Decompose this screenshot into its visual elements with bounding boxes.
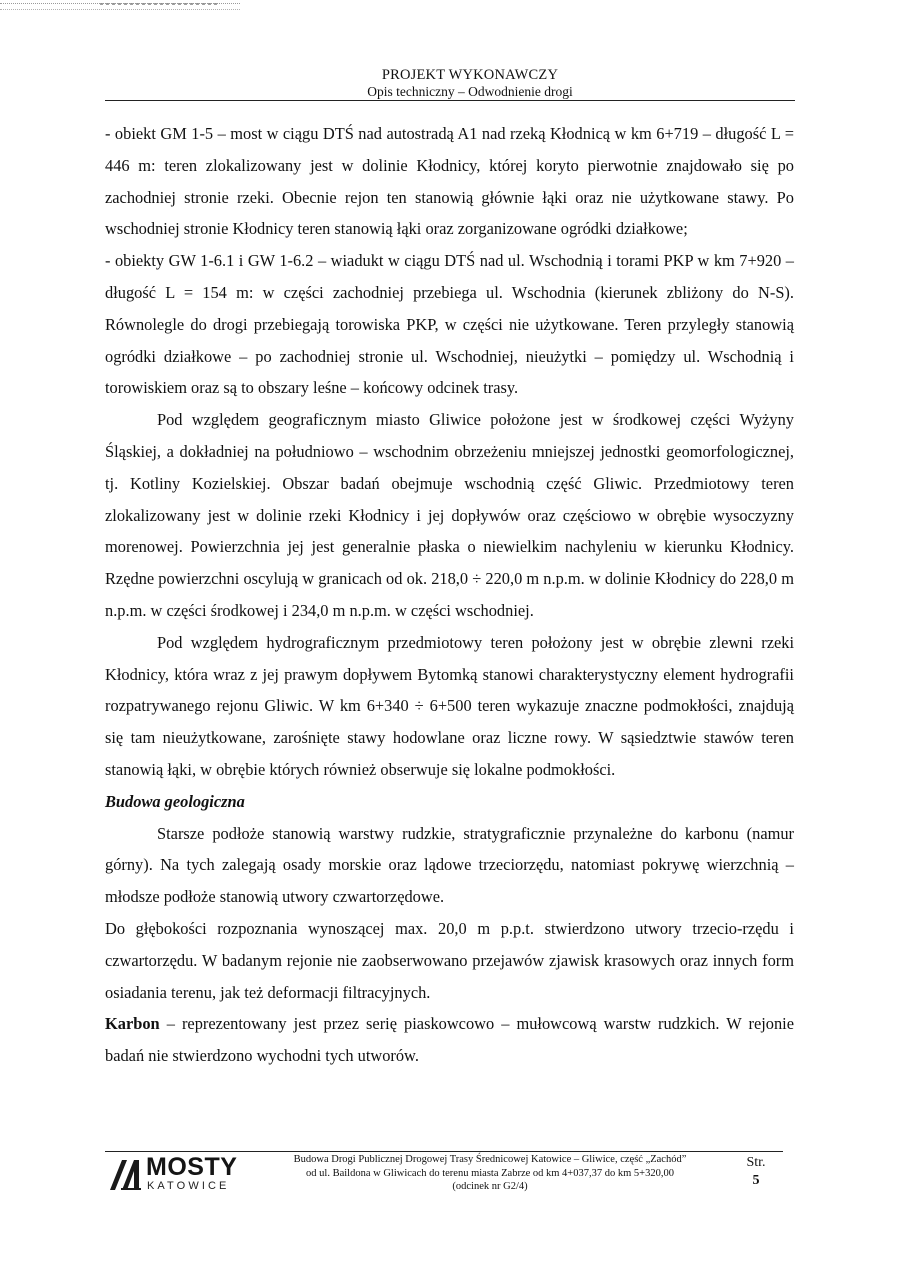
document-title: PROJEKT WYKONAWCZY	[381, 67, 559, 83]
document-subtitle: Opis techniczny – Odwodnienie drogi	[367, 84, 573, 99]
page-number-block	[738, 1154, 774, 1190]
footer-project-line: Budowa Drogi Publicznej Drogowej Trasy Średnicowej Katowice – Gliwice, część „Zachód”	[293, 1154, 687, 1165]
paragraph-object-gw-1-6: - obiekty GW 1-6.1 i GW 1-6.2 – wiadukt w ciągu DTŚ nad ul. Wschodnią i torami PKP w km 7+920 – długość L = 154 m: w części zachodniej przebiega ul. Wschodnia (kierunek zbliżony do N-S). Równolegle do drogi przebiegają torowiska PKP, w części nie użytkowane. Teren przyległy stanowią ogródki działkowe – po zachodniej stronie ul. Wschodniej, nieużytki – pomiędzy ul. Wschodnią i torowiskiem oraz są to obszary leśne – końcowy odcinek trasy.	[105, 251, 794, 398]
paragraph-karbon	[105, 1008, 794, 1072]
paragraph-geology-basement: Starsze podłoże stanowią warstwy rudzkie, stratygraficznie przynależne do karbonu (namur górny). Na tych zalegają osady morskie oraz lądowe trzeciorzędu, natomiast pokrywę wierzchnią – młodsze podłoże stanowią utwory czwartorzędowe.	[105, 823, 794, 907]
paragraph-object-gm-1-5: - obiekt GM 1-5 – most w ciągu DTŚ nad autostradą A1 nad rzeką Kłodnicą w km 6+719 – długość L = 446 m: teren zlokalizowany jest w dolinie Kłodnicy, której koryto pierwotnie znajdowało się po zachodniej stronie rzeki. Obecnie rejon ten stanowią głównie łąki oraz nie użytkowane stawy. Po wschodniej stronie Kłodnicy teren stanowią łąki oraz zorganizowane ogródki działkowe;	[105, 124, 794, 239]
paragraph-geology-depth: Do głębokości rozpoznania wynoszącej max. 20,0 m p.p.t. stwierdzono utwory trzecio-rzędu i czwartorzędu. W badanym rejonie nie zaobserwowano przejawów zjawisk krasowych oraz innych form osiadania terenu, jak też deformacji filtracyjnych.	[105, 918, 794, 1002]
page-header	[105, 66, 795, 100]
footer-divider	[105, 1151, 783, 1152]
footer-project-info	[262, 1153, 718, 1194]
section-heading-geology: Budowa geologiczna	[105, 791, 245, 811]
footer-project-line: od ul. Baildona w Gliwicach do terenu miasta Zabrze od km 4+037,37 do km 5+320,00	[306, 1167, 674, 1179]
header-divider	[105, 100, 795, 101]
logo-wordmark: MOSTY	[146, 1153, 238, 1181]
page-label: Str.	[746, 1155, 766, 1170]
document-body	[105, 118, 794, 1072]
karbon-description: – reprezentowany jest przez serię piaskowcowo – mułowcową warstw rudzkich. W rejonie badań nie stwierdzono wychodni tych utworów.	[105, 1014, 794, 1066]
company-logo	[108, 1155, 258, 1195]
paragraph-geography: Pod względem geograficznym miasto Gliwice położone jest w środkowej części Wyżyny Śląskiej, a dokładniej na południowo – wschodnim obrzeżeniu mniejszej jednostki geomorfologicznej, tj. Kotliny Kozielskiej. Obszar badań obejmuje wschodnią część Gliwic. Przedmiotowy teren zlokalizowany jest w dolinie rzeki Kłodnicy i jej dopływów oraz częściowo w obrębie wysoczyzny morenowej. Powierzchnia jej jest generalnie płaska o niewielkim nachyleniu w kierunku Kłodnicy. Rzędne powierzchni oscylują w granicach od ok. 218,0 ÷ 220,0 m n.p.m. w dolinie Kłodnicy do 228,0 m n.p.m. w części środkowej i 234,0 m n.p.m. w części wschodniej.	[105, 410, 794, 620]
mosty-logo-mark-icon	[108, 1157, 142, 1191]
logo-city: KATOWICE	[147, 1180, 230, 1192]
paragraph-hydrography: Pod względem hydrograficznym przedmiotowy teren położony jest w obrębie zlewni rzeki Kłodnicy, która wraz z jej prawym dopływem Bytomką stanowi charakterystyczny element hydrografii rozpatrywanego rejonu Gliwic. W km 6+340 ÷ 6+500 teren wykazuje znaczne podmokłości, znajdują się tam nieużytkowane, zarośnięte stawy hodowlane oraz liczne rowy. W sąsiedztwie stawów teren stanowią łąki, w obrębie których również obserwuje się lokalne podmokłości.	[105, 632, 794, 779]
scan-artifact	[100, 3, 220, 5]
karbon-term: Karbon	[105, 1014, 160, 1034]
page-number: 5	[752, 1173, 760, 1188]
footer-project-line: (odcinek nr G2/4)	[452, 1181, 528, 1192]
